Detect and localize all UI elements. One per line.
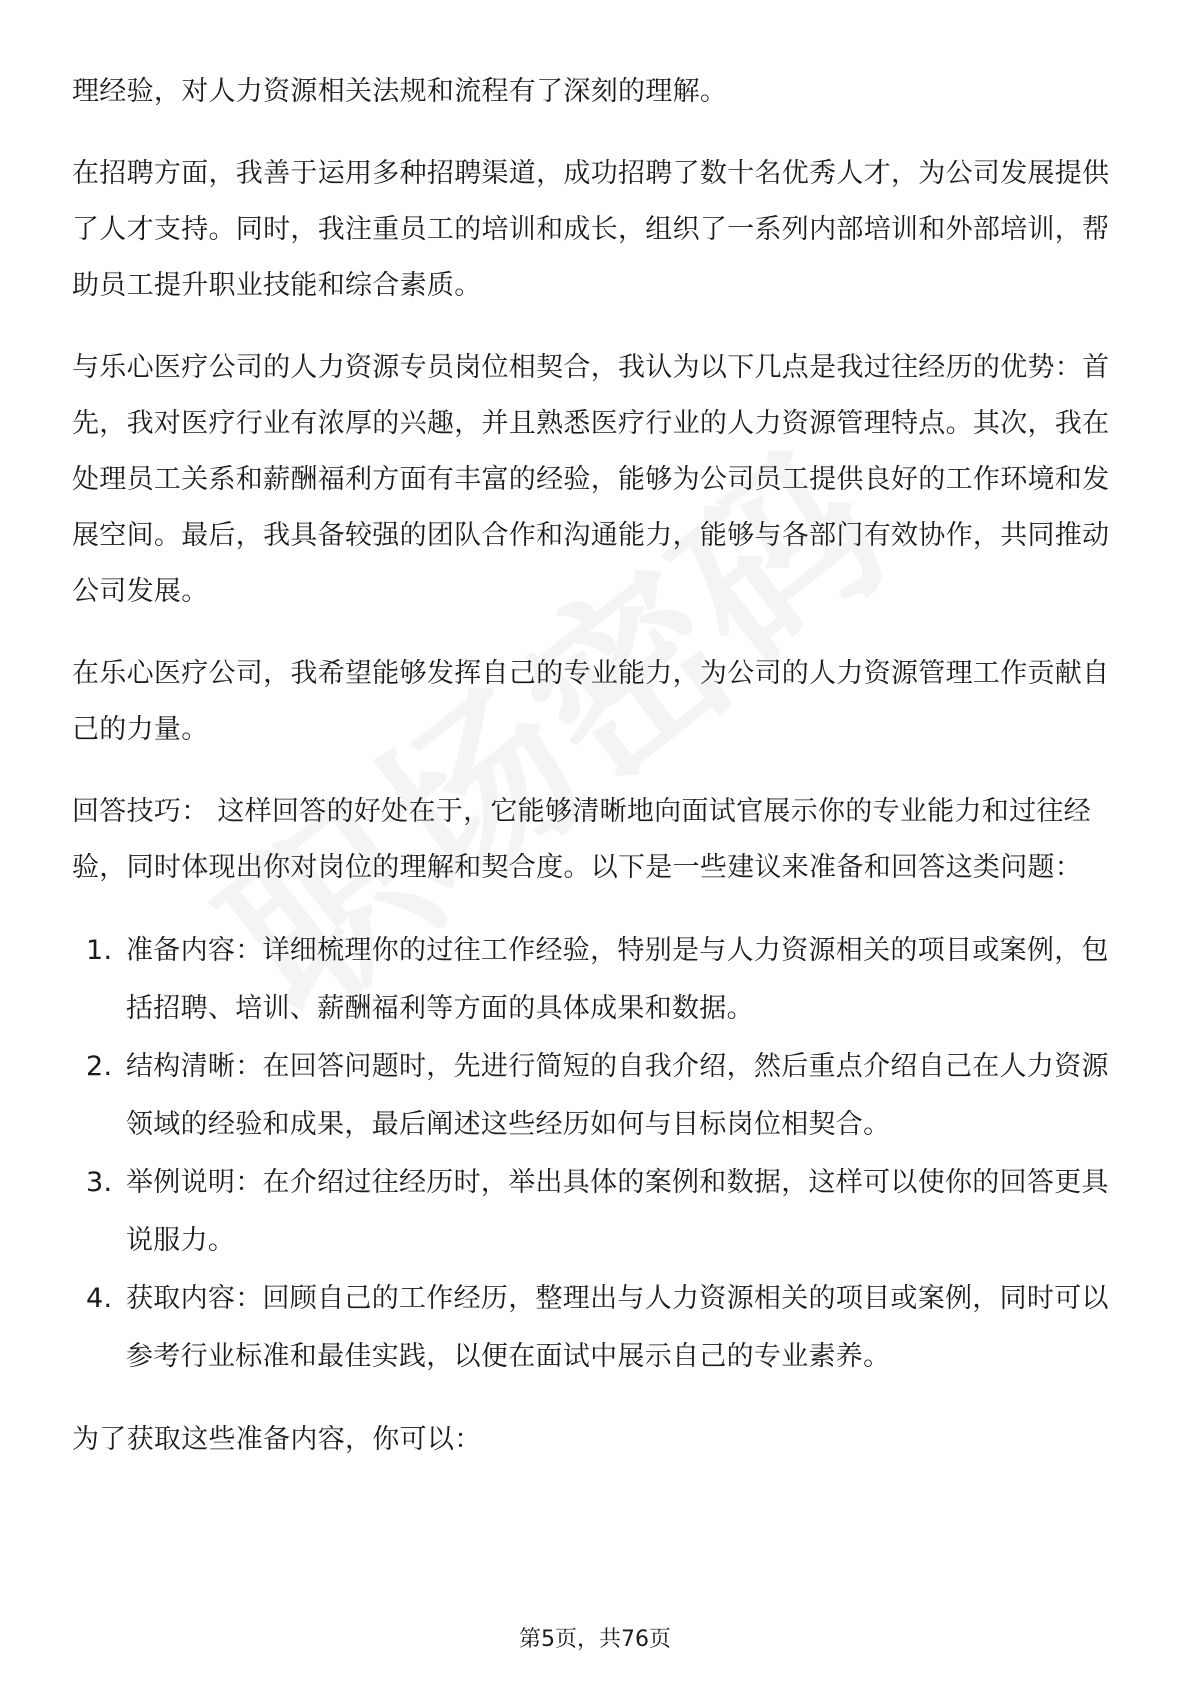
- document-body: [72, 64, 1122, 1494]
- list-number: 3.: [86, 1167, 113, 1198]
- list-number: 2.: [86, 1051, 113, 1082]
- list-number: 4.: [86, 1283, 113, 1314]
- list-item: [72, 922, 1122, 1038]
- page-footer: 第5页，共76页: [519, 1627, 671, 1652]
- list-item: [72, 1154, 1122, 1270]
- paragraph-3: 与乐心医疗公司的人力资源专员岗位相契合，我认为以下几点是我过往经历的优势：首先，我对医疗行业有浓厚的兴趣，并且熟悉医疗行业的人力资源管理特点。其次，我在处理员工关系和薪酬福利方面有丰富的经验，能够为公司员工提供良好的工作环境和发展空间。最后，我具备较强的团队合作和沟通能力，能够与各部门有效协作，共同推动公司发展。: [72, 352, 1110, 607]
- list-number: 1.: [86, 935, 113, 966]
- list-item: [72, 1270, 1122, 1386]
- paragraph-1: 理经验，对人力资源相关法规和流程有了深刻的理解。: [72, 76, 728, 107]
- list-text: 获取内容：回顾自己的工作经历，整理出与人力资源相关的项目或案例，同时可以参考行业标准和最佳实践，以便在面试中展示自己的专业素养。: [126, 1283, 1109, 1372]
- tips-list: [72, 922, 1122, 1386]
- paragraph-4: 在乐心医疗公司，我希望能够发挥自己的专业能力，为公司的人力资源管理工作贡献自己的力量。: [72, 658, 1110, 745]
- paragraph-bottom: 为了获取这些准备内容，你可以：: [72, 1424, 482, 1455]
- list-item: [72, 1038, 1122, 1154]
- list-text: 准备内容：详细梳理你的过往工作经验，特别是与人力资源相关的项目或案例，包括招聘、培训、薪酬福利等方面的具体成果和数据。: [126, 935, 1109, 1024]
- paragraph-5-tips: 回答技巧： 这样回答的好处在于，它能够清晰地向面试官展示你的专业能力和过往经验，同时体现出你对岗位的理解和契合度。以下是一些建议来准备和回答这类问题：: [72, 796, 1091, 883]
- paragraph-2: 在招聘方面，我善于运用多种招聘渠道，成功招聘了数十名优秀人才，为公司发展提供了人才支持。同时，我注重员工的培训和成长，组织了一系列内部培训和外部培训，帮助员工提升职业技能和综合素质。: [72, 158, 1110, 301]
- list-text: 举例说明：在介绍过往经历时，举出具体的案例和数据，这样可以使你的回答更具说服力。: [126, 1167, 1109, 1256]
- list-text: 结构清晰：在回答问题时，先进行简短的自我介绍，然后重点介绍自己在人力资源领域的经验和成果，最后阐述这些经历如何与目标岗位相契合。: [126, 1051, 1109, 1140]
